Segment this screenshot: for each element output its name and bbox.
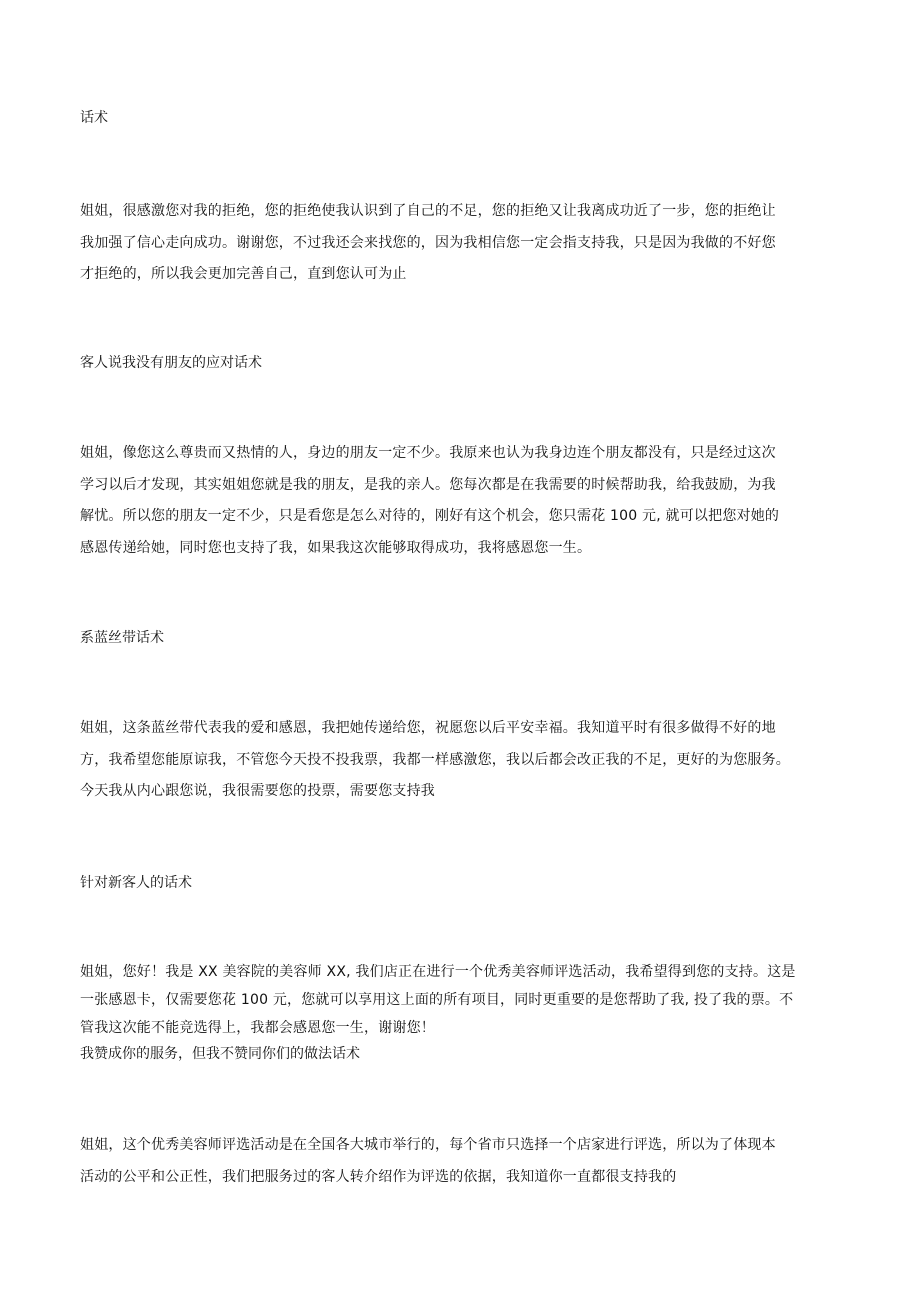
section-heading-new-customer: 针对新客人的话术 — [80, 875, 192, 891]
section-heading-no-friends: 客人说我没有朋友的应对话术 — [80, 355, 262, 371]
section-body-no-friends: 姐姐，像您这么尊贵而又热情的人，身边的朋友一定不少。我原来也认为我身边连个朋友都没有，只是经过这次 学习以后才发现，其实姐姐您就是我的朋友，是我的亲人。您每次都是在我需要的时候帮助我，给我鼓励，为我 解忧。所以您的朋友一定不少，只是看您是怎么对待的，刚好有这个机会，您只需花 100 元, 就可以把您对她的 感恩传递给她，同时您也支持了我，如果我这次能够取得成功，我将感恩您一生。 — [80, 445, 780, 556]
section-body-agree-service: 姐姐，这个优秀美容师评选活动是在全国各大城市举行的，每个省市只选择一个店家进行评选，所以为了体现本 活动的公平和公正性，我们把服务过的客人转介绍作为评选的依据，我知道你一直都很支持我的 — [80, 1137, 776, 1185]
section-heading-blue-ribbon: 系蓝丝带话术 — [80, 630, 164, 646]
section-heading-agree-service: 我赞成你的服务，但我不赞同你们的做法话术 — [80, 1046, 360, 1062]
section-body-huashu: 姐姐，很感激您对我的拒绝，您的拒绝使我认识到了自己的不足，您的拒绝又让我离成功近了一步，您的拒绝让 我加强了信心走向成功。谢谢您，不过我还会来找您的，因为我相信您一定会指支持我，只是因为我做的不好您 才拒绝的，所以我会更加完善自己，直到您认可为止 — [80, 203, 776, 282]
section-heading-huashu: 话术 — [80, 110, 108, 126]
section-body-new-customer: 姐姐，您好！我是 XX 美容院的美容师 XX, 我们店正在进行一个优秀美容师评选活动，我希望得到您的支持。这是 一张感恩卡，仅需要您花 100 元，您就可以享用这上面的所有项目，同时更重要的是您帮助了我, 投了我的票。不 管我这次能不能竞选得上，我都会感恩您一生，谢谢您！ — [80, 964, 796, 1036]
section-body-blue-ribbon: 姐姐，这条蓝丝带代表我的爱和感恩，我把她传递给您，祝愿您以后平安幸福。我知道平时有很多做得不好的地 方，我希望您能原谅我，不管您今天投不投我票，我都一样感激您，我以后都会改正我的不足，更好的为您服务。 今天我从内心跟您说，我很需要您的投票，需要您支持我 — [80, 720, 790, 799]
